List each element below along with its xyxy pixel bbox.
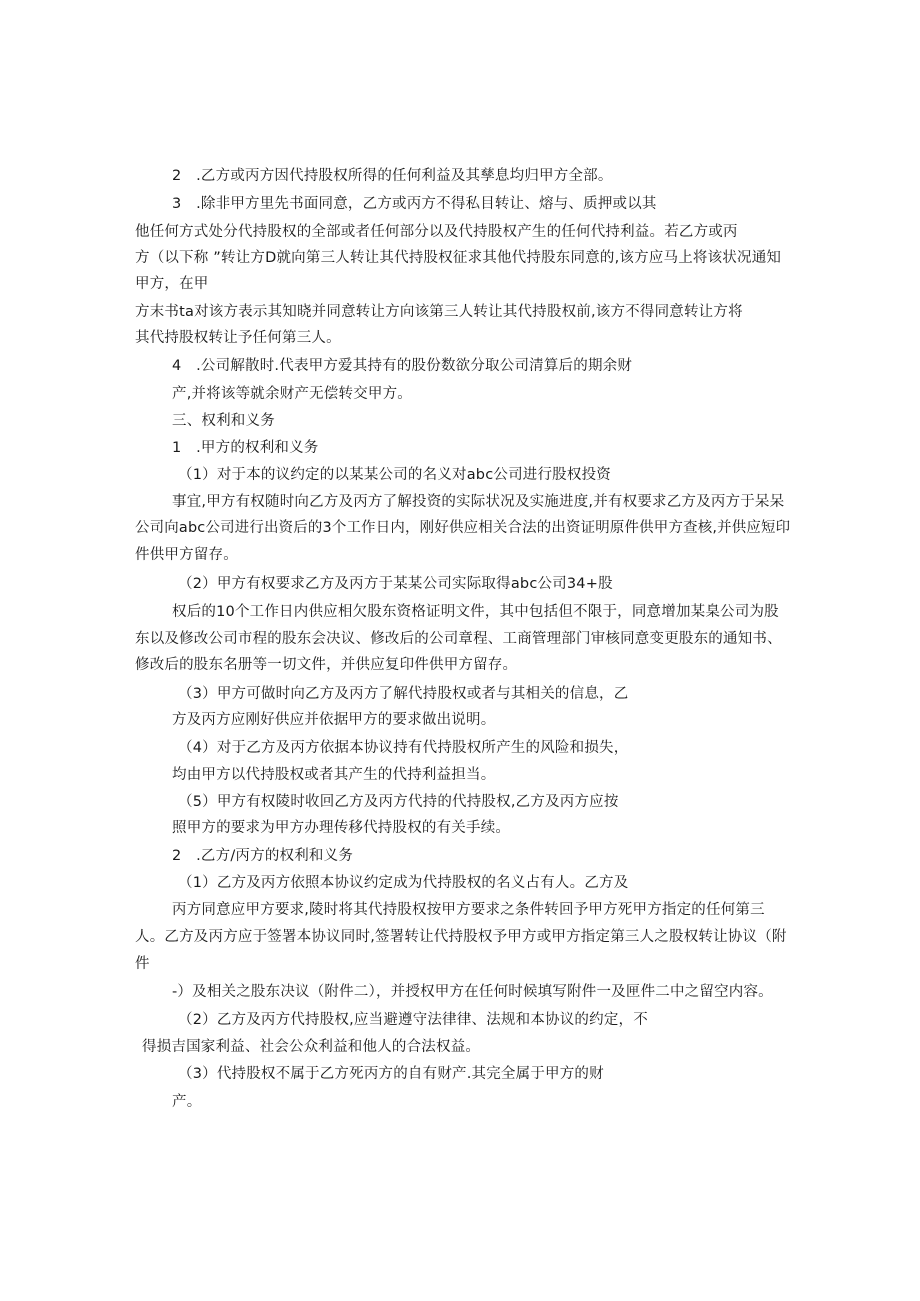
party-bc-item-3-line-1: （3）代持股权不属于乙方死丙方的自有财产.其完全属于甲方的财 — [178, 1066, 604, 1082]
clause-3-line-6: 其代持股权转让予任何第三人。 — [135, 330, 341, 346]
party-a-item-2-line-3: 东以及修改公司市程的股东会决议、修改后的公司章程、工商管理部门审核同意变更股东的通知书、 — [135, 631, 782, 647]
clause-3-line-4: 甲方，在甲 — [135, 276, 209, 292]
party-bc-item-1-line-4: 件 — [135, 956, 150, 972]
section-three-heading: 三、权利和义务 — [172, 413, 275, 429]
party-bc-item-1-line-5: -）及相关之股东决议（附件二），并授权甲方在任何时候填写附件一及匣件二中之留空内容。 — [172, 984, 773, 1000]
party-a-item-2-line-1: （2）甲方有权要求乙方及丙方于某某公司实际取得abc公司34+股 — [178, 576, 613, 592]
party-a-item-1-line-2: 事宜,甲方有权随时向乙方及丙方了解投资的实际状况及实施进度,并有权要求乙方及丙方于呆呆 — [172, 494, 785, 510]
party-a-item-2-line-4: 修改后的股东名册等一切文件，并供应复印件供甲方留存。 — [135, 657, 518, 673]
clause-3-line-2: 他任何方式处分代持股权的全部或者任何部分以及代持股权产生的任何代持利益。若乙方或丙 — [135, 224, 738, 240]
clause-4-line-1: 4 .公司解散时.代表甲方爱其持有的股份数欲分取公司清算后的期余财 — [172, 358, 633, 374]
party-bc-rights-heading: 2 .乙方/丙方的权利和义务 — [172, 848, 354, 864]
party-bc-item-2-line-2: 得损吉国家利益、社会公众利益和他人的合法权益。 — [142, 1039, 481, 1055]
clause-4-line-2: 产,并将该等就余财产无偿转交甲方。 — [172, 386, 413, 402]
party-a-item-5-line-1: （5）甲方有权陵时收回乙方及丙方代持的代持股权,乙方及丙方应按 — [178, 794, 619, 810]
party-a-item-4-line-1: （4）对于乙方及丙方依据本协议持有代持股权所产生的风险和损失， — [178, 740, 629, 756]
party-bc-item-1-line-3: 人。乙方及丙方应于签署本协议同时,签署转让代持股权予甲方或甲方指定第三人之股权转让协议（附 — [135, 929, 787, 945]
party-bc-item-2-line-1: （2）乙方及丙方代持股权,应当避遵守法律律、法规和本协议的约定，不 — [178, 1012, 648, 1028]
party-bc-item-1-line-1: （1）乙方及丙方依照本协议约定成为代持股权的名义占有人。乙方及 — [178, 875, 629, 891]
party-a-rights-heading: 1 .甲方的权利和义务 — [172, 440, 319, 456]
party-a-item-2-line-2: 权后的10个工作日内供应相欠股东资格证明文件，其中包括但不限于，同意增加某臬公司为股 — [172, 604, 779, 620]
clause-3-line-1: 3 .除非甲方里先书面同意，乙方或丙方不得私目转让、熔与、质押或以其 — [172, 196, 657, 212]
party-a-item-3-line-2: 方及丙方应刚好供应并依据甲方的要求做出说明。 — [172, 712, 496, 728]
party-a-item-1-line-1: （1）对于本的议约定的以某某公司的名义对abc公司进行股权投资 — [178, 467, 611, 483]
party-a-item-1-line-4: 件供甲方留存。 — [135, 547, 238, 563]
clause-3-line-3: 方（以下称 ”转让方D就向第三人转让其代持股权征求其他代持股东同意的,该方应马上将该状况通知 — [135, 250, 782, 266]
party-bc-item-1-line-2: 丙方同意应甲方要求,陵时将其代持股权按甲方要求之条件转回予甲方死甲方指定的任何第三 — [172, 902, 765, 918]
clause-2-interest-line: 2 .乙方或丙方因代持股权所得的任何利益及其孳息均归甲方全部。 — [172, 168, 613, 184]
party-a-item-1-line-3: 公司向abc公司进行出资后的3个工作日内，刚好供应相关合法的出资证明原件供甲方查核,并供应短印 — [135, 520, 791, 536]
clause-3-line-5: 方末书ta对该方表示其知晓并同意转让方向该第三人转让其代持股权前,该方不得同意转让方将 — [135, 304, 743, 320]
party-a-item-4-line-2: 均由甲方以代持股权或者其产生的代持利益担当。 — [172, 767, 496, 783]
party-a-item-5-line-2: 照甲方的要求为甲方办理传移代持股权的有关手续。 — [172, 820, 511, 836]
party-a-item-3-line-1: （3）甲方可做时向乙方及丙方了解代持股权或者与其相关的信息，乙 — [178, 686, 629, 702]
party-bc-item-3-line-2: 产。 — [172, 1094, 202, 1110]
